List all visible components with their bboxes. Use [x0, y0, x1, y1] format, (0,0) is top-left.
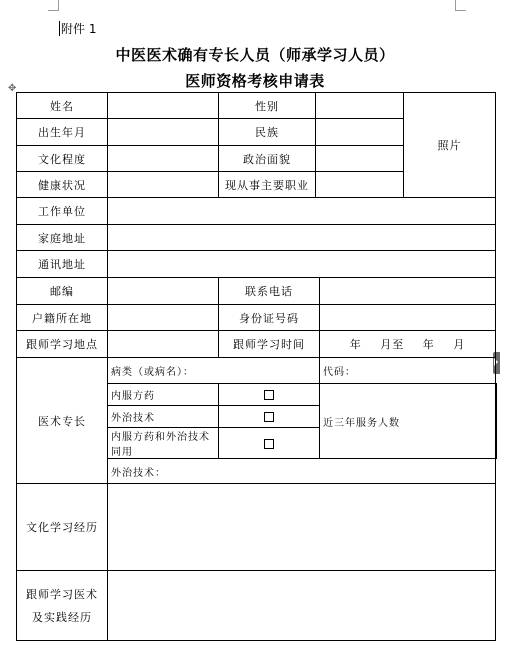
input-mail-address[interactable]	[108, 251, 496, 278]
label-household: 户籍所在地	[17, 305, 108, 331]
label-mail-address: 通讯地址	[17, 251, 108, 278]
form-title-line1: 中医医术确有专长人员（师承学习人员）	[115, 46, 395, 64]
input-gender[interactable]	[316, 93, 404, 119]
input-education[interactable]	[108, 146, 219, 172]
label-postcode: 邮编	[17, 278, 108, 305]
checkbox-icon	[264, 390, 274, 400]
checkbox-oral[interactable]	[219, 384, 320, 406]
label-name: 姓名	[17, 93, 108, 119]
label-code: 代码：	[320, 358, 496, 384]
input-ethnicity[interactable]	[316, 119, 404, 146]
label-expertise: 医术专长	[17, 358, 108, 484]
label-study-time: 跟师学习时间	[219, 331, 320, 358]
input-name[interactable]	[108, 93, 219, 119]
label-health: 健康状况	[17, 172, 108, 198]
checkbox-external[interactable]	[219, 406, 320, 428]
label-home-address: 家庭地址	[17, 225, 108, 251]
photo-box[interactable]: 照片	[404, 93, 496, 198]
margin-corner-left	[48, 0, 59, 11]
input-study-place[interactable]	[108, 331, 219, 358]
option-external: 外治技术	[108, 406, 219, 428]
input-home-address[interactable]	[108, 225, 496, 251]
label-profession: 现从事主要职业	[219, 172, 316, 198]
label-study-exp-line1: 跟师学习医术	[26, 587, 98, 601]
attachment-label: 附件 1	[61, 22, 97, 36]
label-service-count: 近三年服务人数	[320, 384, 496, 459]
margin-corner-right	[455, 0, 466, 11]
checkbox-icon	[264, 412, 274, 422]
study-time-value[interactable]: 年 月至 年 月	[320, 331, 496, 358]
label-political: 政治面貌	[219, 146, 316, 172]
application-form-table	[16, 92, 497, 641]
label-disease-type: 病类（或病名）：	[108, 358, 320, 384]
option-both: 内服方药和外治技术同用	[108, 428, 219, 459]
form-title-line2: 医师资格考核申请表	[185, 72, 325, 90]
label-ethnicity: 民族	[219, 119, 316, 146]
input-health[interactable]	[108, 172, 219, 198]
input-profession[interactable]	[316, 172, 404, 198]
label-employer: 工作单位	[17, 198, 108, 225]
label-study-place: 跟师学习地点	[17, 331, 108, 358]
input-id-number[interactable]	[320, 305, 496, 331]
label-phone: 联系电话	[219, 278, 320, 305]
label-study-exp-line2: 及实践经历	[32, 610, 92, 624]
input-service-count[interactable]	[496, 384, 497, 459]
table-move-handle-icon[interactable]: ✥	[8, 83, 17, 94]
input-phone[interactable]	[320, 278, 496, 305]
input-employer[interactable]	[108, 198, 496, 225]
input-birth[interactable]	[108, 119, 219, 146]
label-id-number: 身份证号码	[219, 305, 320, 331]
label-study-exp	[17, 571, 108, 641]
input-culture-exp[interactable]	[108, 484, 496, 571]
option-oral: 内服方药	[108, 384, 219, 406]
checkbox-icon	[264, 439, 274, 449]
label-culture-exp: 文化学习经历	[17, 484, 108, 571]
label-external-tech: 外治技术：	[108, 459, 496, 484]
label-gender: 性别	[219, 93, 316, 119]
input-household[interactable]	[108, 305, 219, 331]
label-birth: 出生年月	[17, 119, 108, 146]
checkbox-both[interactable]	[219, 428, 320, 459]
input-study-exp[interactable]	[108, 571, 496, 641]
label-education: 文化程度	[17, 146, 108, 172]
text-cursor	[59, 21, 60, 36]
input-political[interactable]	[316, 146, 404, 172]
input-postcode[interactable]	[108, 278, 219, 305]
